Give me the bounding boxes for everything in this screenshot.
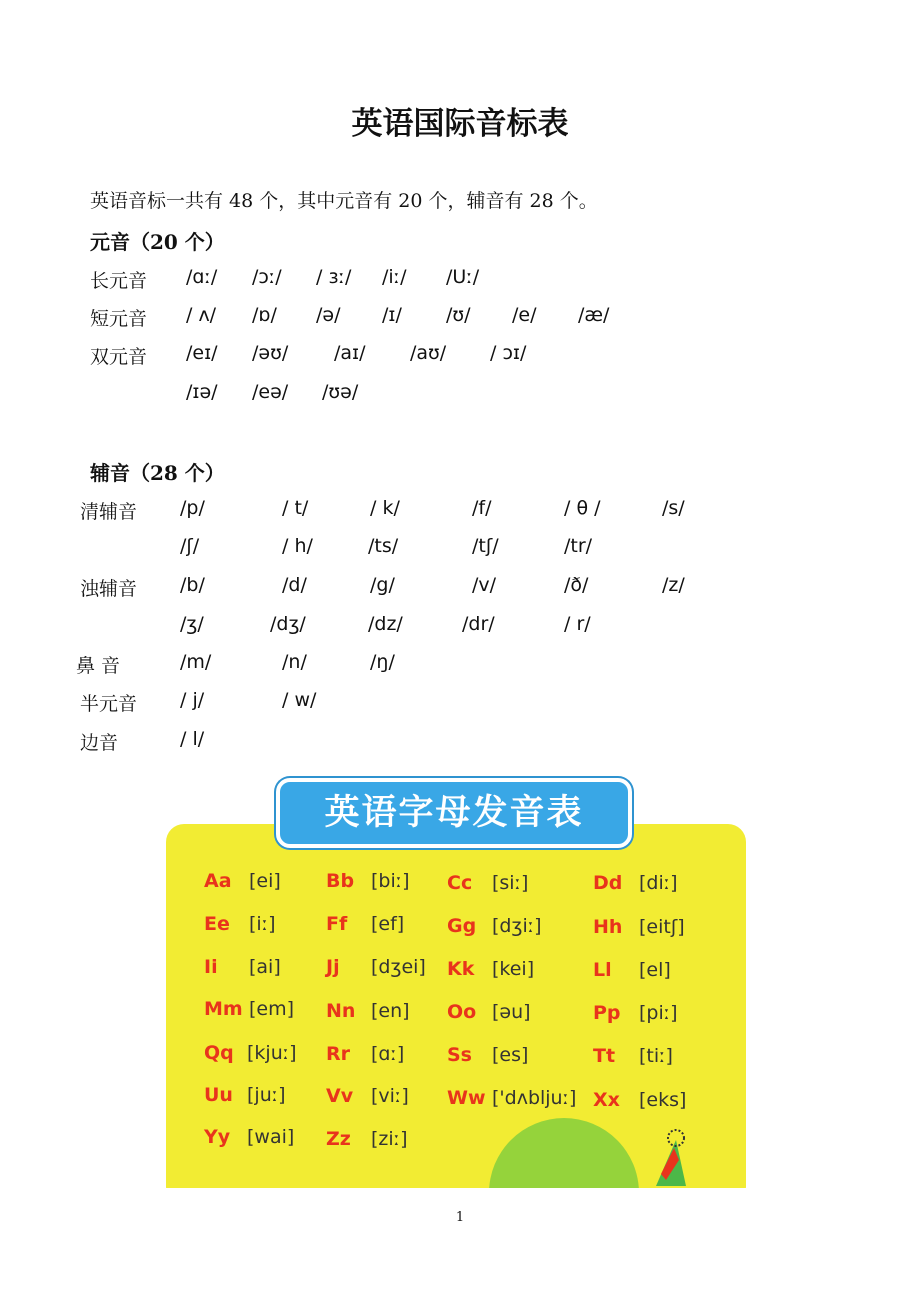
letter: Vv <box>326 1085 354 1107</box>
consonant-symbol: /tʃ/ <box>472 535 499 557</box>
letter: Ww <box>447 1087 486 1109</box>
consonant-symbol: / θ / <box>564 497 601 519</box>
vowel-symbol: /ɪ/ <box>382 304 402 326</box>
letter: Bb <box>326 870 355 892</box>
letter: Qq <box>204 1042 234 1064</box>
letter-phonetic: [eks] <box>639 1089 687 1111</box>
letter-phonetic: [ei] <box>249 870 281 892</box>
consonant-symbol: /m/ <box>180 651 212 673</box>
consonants-heading: 辅音（28 个） <box>90 461 225 485</box>
letter-phonetic: [tiː] <box>639 1045 673 1067</box>
consonant-symbol: / w/ <box>282 689 317 711</box>
letter-phonetic: [juː] <box>247 1084 286 1106</box>
consonant-symbol: /s/ <box>662 497 685 519</box>
consonant-symbol: /ʒ/ <box>180 613 204 635</box>
consonant-symbol: /z/ <box>662 574 685 596</box>
vowel-symbol: /ɔː/ <box>252 266 282 288</box>
vowel-row-label: 短元音 <box>90 308 148 330</box>
vowel-symbol: /e/ <box>512 304 537 326</box>
consonant-symbol: / t/ <box>282 497 309 519</box>
vowel-symbol: /ɪə/ <box>186 381 218 403</box>
letter-phonetic: [diː] <box>639 872 678 894</box>
vowel-symbol: /ə/ <box>316 304 341 326</box>
letter: Oo <box>447 1001 477 1023</box>
consonant-symbol: /ts/ <box>368 535 399 557</box>
vowel-symbol: /ʊə/ <box>322 381 359 403</box>
letter-phonetic: [kjuː] <box>247 1042 297 1064</box>
consonant-symbol: /ŋ/ <box>370 651 395 673</box>
letter-phonetic: [wai] <box>247 1126 295 1148</box>
letter-phonetic: [biː] <box>371 870 410 892</box>
letter-phonetic: [viː] <box>371 1085 409 1107</box>
consonant-symbol: / h/ <box>282 535 313 557</box>
party-hat-icon <box>648 1128 688 1188</box>
letter: Gg <box>447 915 477 937</box>
consonant-row-label: 鼻 音 <box>76 655 121 677</box>
vowel-symbol: / ɜː/ <box>316 266 352 288</box>
page-number: 1 <box>455 1210 465 1225</box>
consonant-row-label: 清辅音 <box>80 501 138 523</box>
letter: Ss <box>447 1044 472 1066</box>
letter-phonetic: [ef] <box>371 913 405 935</box>
consonant-row-label: 半元音 <box>80 693 138 715</box>
letter: Ff <box>326 913 348 935</box>
letter: Pp <box>593 1002 621 1024</box>
letter: Xx <box>593 1089 620 1111</box>
vowel-symbol: /aɪ/ <box>334 342 366 364</box>
letter: Yy <box>204 1126 231 1148</box>
alphabet-poster <box>143 772 756 1188</box>
letter-phonetic: [dʒiː] <box>492 915 542 937</box>
consonant-symbol: / l/ <box>180 728 205 750</box>
letter: Rr <box>326 1043 351 1065</box>
consonant-symbol: /p/ <box>180 497 205 519</box>
consonant-symbol: /ð/ <box>564 574 589 596</box>
consonant-symbol: /n/ <box>282 651 307 673</box>
letter: Ll <box>593 959 612 981</box>
vowel-symbol: /Uː/ <box>446 266 480 288</box>
consonant-symbol: /ʃ/ <box>180 535 200 557</box>
consonant-symbol: /dʒ/ <box>270 613 306 635</box>
consonant-symbol: /d/ <box>282 574 307 596</box>
letter-phonetic: [dʒei] <box>371 956 426 978</box>
letter: Tt <box>593 1045 616 1067</box>
letter-phonetic: [ɑː] <box>371 1043 405 1065</box>
consonant-row-label: 浊辅音 <box>80 578 138 600</box>
letter: Nn <box>326 1000 356 1022</box>
letter-phonetic: [ai] <box>249 956 281 978</box>
letter: Zz <box>326 1128 351 1150</box>
poster-banner: 英语字母发音表 <box>276 778 632 848</box>
letter: Mm <box>204 998 243 1020</box>
intro-text: 英语音标一共有 48 个，其中元音有 20 个，辅音有 28 个。 <box>90 190 598 212</box>
vowel-symbol: /eɪ/ <box>186 342 218 364</box>
consonant-symbol: / k/ <box>370 497 400 519</box>
consonant-symbol: / j/ <box>180 689 205 711</box>
consonant-symbol: /f/ <box>472 497 492 519</box>
letter-phonetic: [es] <box>492 1044 529 1066</box>
consonant-row-label: 边音 <box>80 732 119 754</box>
consonant-symbol: /dr/ <box>462 613 495 635</box>
letter: Cc <box>447 872 473 894</box>
consonant-symbol: /tr/ <box>564 535 593 557</box>
vowel-symbol: /ɑː/ <box>186 266 218 288</box>
vowel-symbol: /aʊ/ <box>410 342 447 364</box>
letter-phonetic: [el] <box>639 959 671 981</box>
letter-phonetic: [iː] <box>249 913 276 935</box>
letter-phonetic: [en] <box>371 1000 410 1022</box>
letter-phonetic: [eitʃ] <box>639 916 685 938</box>
vowel-symbol: /iː/ <box>382 266 407 288</box>
letter: Hh <box>593 916 623 938</box>
letter: Ee <box>204 913 230 935</box>
consonant-symbol: /g/ <box>370 574 395 596</box>
letter-phonetic: [em] <box>249 998 295 1020</box>
letter-phonetic: [əu] <box>492 1001 531 1023</box>
vowel-row-label: 双元音 <box>90 346 148 368</box>
letter-phonetic: [piː] <box>639 1002 678 1024</box>
consonant-symbol: / r/ <box>564 613 591 635</box>
vowel-symbol: /ʊ/ <box>446 304 471 326</box>
letter: Jj <box>326 956 340 978</box>
letter: Ii <box>204 956 218 978</box>
letter-phonetic: [ziː] <box>371 1128 408 1150</box>
letter-phonetic: [kei] <box>492 958 535 980</box>
letter-phonetic: ['dʌbljuː] <box>492 1087 577 1109</box>
letter: Uu <box>204 1084 233 1106</box>
consonant-symbol: /dz/ <box>368 613 403 635</box>
vowel-symbol: /ɒ/ <box>252 304 277 326</box>
vowel-row-label: 长元音 <box>90 270 148 292</box>
vowel-symbol: / ɔɪ/ <box>490 342 527 364</box>
letter: Kk <box>447 958 475 980</box>
letter: Dd <box>593 872 623 894</box>
consonant-symbol: /b/ <box>180 574 205 596</box>
consonant-symbol: /v/ <box>472 574 497 596</box>
vowel-symbol: /æ/ <box>578 304 610 326</box>
letter: Aa <box>204 870 232 892</box>
page-title: 英语国际音标表 <box>351 106 569 142</box>
vowels-heading: 元音（20 个） <box>90 230 225 254</box>
vowel-symbol: /eə/ <box>252 381 289 403</box>
vowel-symbol: / ʌ/ <box>186 304 217 326</box>
vowel-symbol: /əʊ/ <box>252 342 289 364</box>
letter-phonetic: [siː] <box>492 872 529 894</box>
